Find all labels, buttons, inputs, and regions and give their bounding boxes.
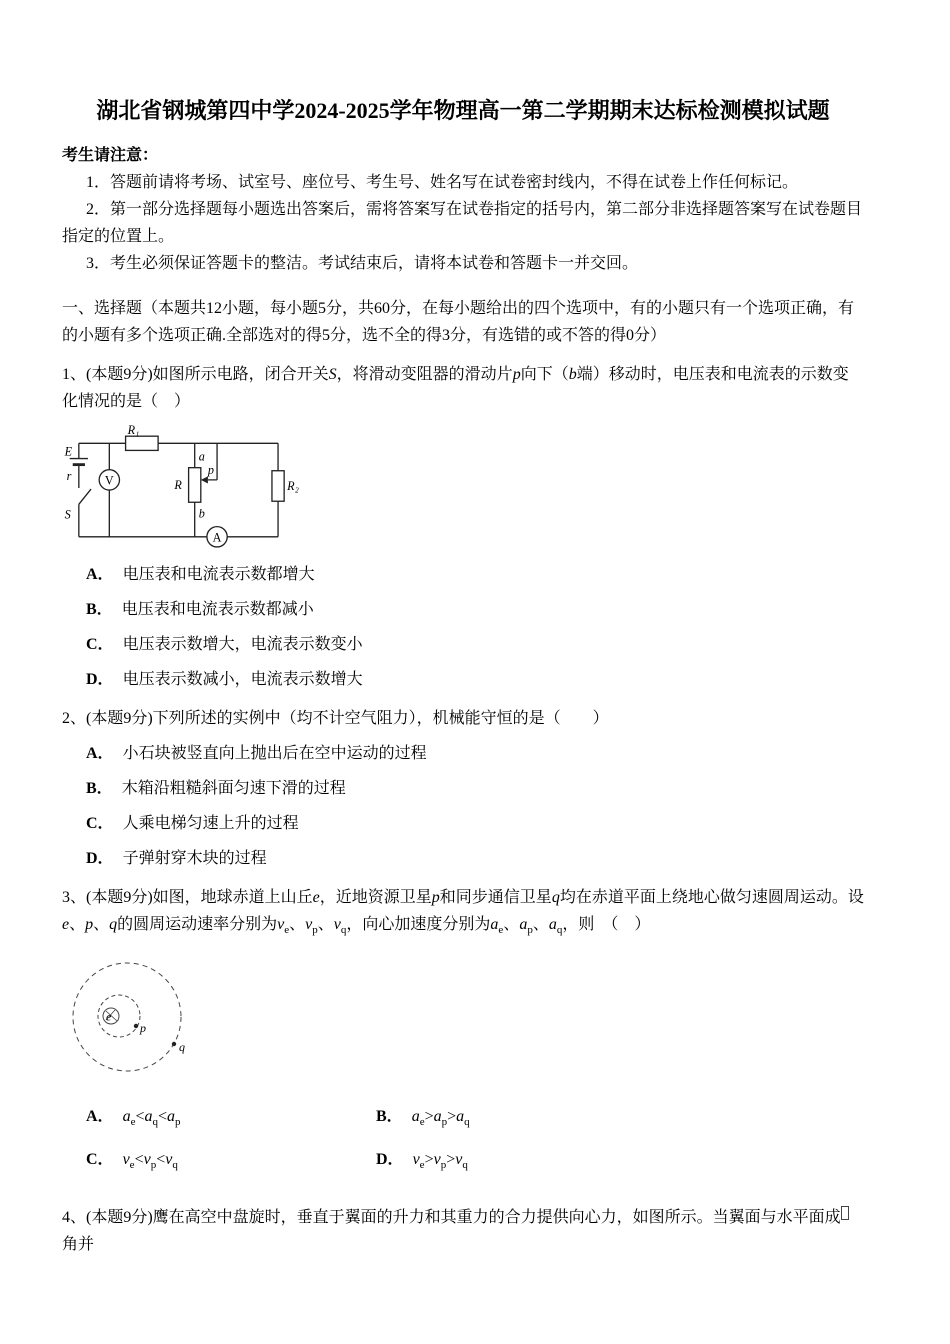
option-letter: C． [86,815,114,832]
resistor1-label: R₁ [127,425,140,438]
option-text: $a_e>a_p>a_q$ [411,1108,470,1129]
option-text: 电压表示数增大，电流表示数变小 [122,636,363,653]
option-letter: A． [86,566,114,583]
notice-block [62,142,864,277]
slider-label: p [207,462,215,477]
option-letter: D． [376,1151,404,1169]
switch-label: S [64,507,71,522]
option-text: $v_e<v_p<v_q$ [122,1151,178,1172]
option-text: 人乘电梯匀速上升的过程 [122,815,299,832]
rheostat-body [189,468,201,503]
option-text: 子弹射穿木块的过程 [122,850,267,867]
battery-label: E [64,444,73,459]
option-3a [86,1103,376,1136]
option-3d [376,1146,864,1179]
switch-blade [79,489,91,504]
satellite-q-dot [172,1042,176,1046]
question-2-options [62,740,864,872]
circuit-diagram [62,425,302,549]
option-letter: A． [86,1108,114,1126]
question-1-figure [62,425,864,549]
option-1d [86,666,864,693]
voltmeter-label: V [104,473,114,488]
node-b-label: b [198,506,205,521]
rheostat-label: R [174,478,182,493]
question-1-options [62,561,864,693]
option-1c [86,631,864,658]
section-1-heading: 一、选择题（本题共12小题，每小题5分，共60分，在每小题给出的四个选项中，有的小题只有一个选项正确，有的小题有多个选项正确.全部选对的得5分，选不全的得3分，有选错的或不答的得0分） [62,300,855,344]
option-text: 电压表和电流表示数都增大 [122,566,315,583]
resistor-r1 [126,436,159,450]
question-1-stem: 1、(本题9分)如图所示电路，闭合开关S，将滑动变阻器的滑动片p向下（b端）移动时，电压表和电流表的示数变化情况的是（ ） [62,366,849,410]
option-letter: B． [86,601,113,618]
question-1 [62,361,864,693]
option-letter: A． [86,745,114,762]
option-2b [86,775,864,802]
internal-resistance-label: r [66,468,72,483]
option-text: 木箱沿粗糙斜面匀速下滑的过程 [121,780,346,797]
option-letter: C． [86,636,114,653]
question-3 [62,884,864,1180]
notice-item-3: 3．考生必须保证答题卡的整洁。考试结束后，请将本试卷和答题卡一并交回。 [86,255,639,272]
option-3b [376,1103,864,1136]
orbit-diagram [62,954,217,1089]
option-letter: D． [86,850,114,867]
page-title: 湖北省钢城第四中学2024-2025学年物理高一第二学期期末达标检测模拟试题 [96,98,830,123]
satellite-q-label: q [179,1040,185,1055]
geostationary-orbit [73,963,181,1071]
option-1b [86,596,864,623]
notice-item-1: 1．答题前请将考场、试室号、座位号、考生号、姓名写在试卷密封线内，不得在试卷上作任何标记。 [86,174,799,191]
option-3c [86,1146,376,1179]
question-3-options [62,1103,864,1179]
resistor2-label: R₂ [287,479,299,494]
option-letter: B． [86,780,113,797]
option-letter: C． [86,1151,114,1169]
option-2a [86,740,864,767]
option-letter: B． [376,1108,403,1126]
notice-item-2: 2．第一部分选择题每小题选出答案后，需将答案写在试卷指定的括号内，第二部分非选择题答案写在试卷题目指定的位置上。 [62,201,863,245]
node-a-label: a [198,449,205,464]
option-1a [86,561,864,588]
satellite-p-label: p [140,1021,146,1036]
slider-arrowhead [201,476,208,483]
option-text: 电压表和电流表示数都减小 [121,601,314,618]
question-4 [62,1204,864,1258]
satellite-p-dot [134,1024,138,1028]
option-2c [86,810,864,837]
option-2d [86,845,864,872]
option-letter: D． [86,671,114,688]
question-3-figure [62,954,864,1089]
hill-e-label: e [106,1009,112,1024]
option-text: $v_e>v_p>v_q$ [412,1151,468,1172]
option-text: $a_e<a_q<a_p$ [122,1108,181,1129]
resistor-r2 [272,471,284,501]
question-2 [62,705,864,872]
ammeter-label: A [212,530,222,545]
question-3-stem: 3、(本题9分)如图，地球赤道上山丘e，近地资源卫星p和同步通信卫星q均在赤道平面上绕地心做匀速圆周运动。设e、p、q的圆周运动速率分别为$v_e$、$v_p$、$v_q$，向心加速度分别为$a_e$、$a_p$、$a_q$，则 （ ） [62,889,864,937]
option-text: 小石块被竖直向上抛出后在空中运动的过程 [122,745,427,762]
notice-heading: 考生请注意： [62,147,159,164]
question-2-stem: 2、(本题9分)下列所述的实例中（均不计空气阻力），机械能守恒的是（ ） [62,710,609,727]
question-4-stem: 4、(本题9分)鹰在高空中盘旋时，垂直于翼面的升力和其重力的合力提供向心力，如图所示。当翼面与水平面成角并 [62,1204,864,1258]
option-text: 电压表示数减小，电流表示数增大 [122,671,363,688]
